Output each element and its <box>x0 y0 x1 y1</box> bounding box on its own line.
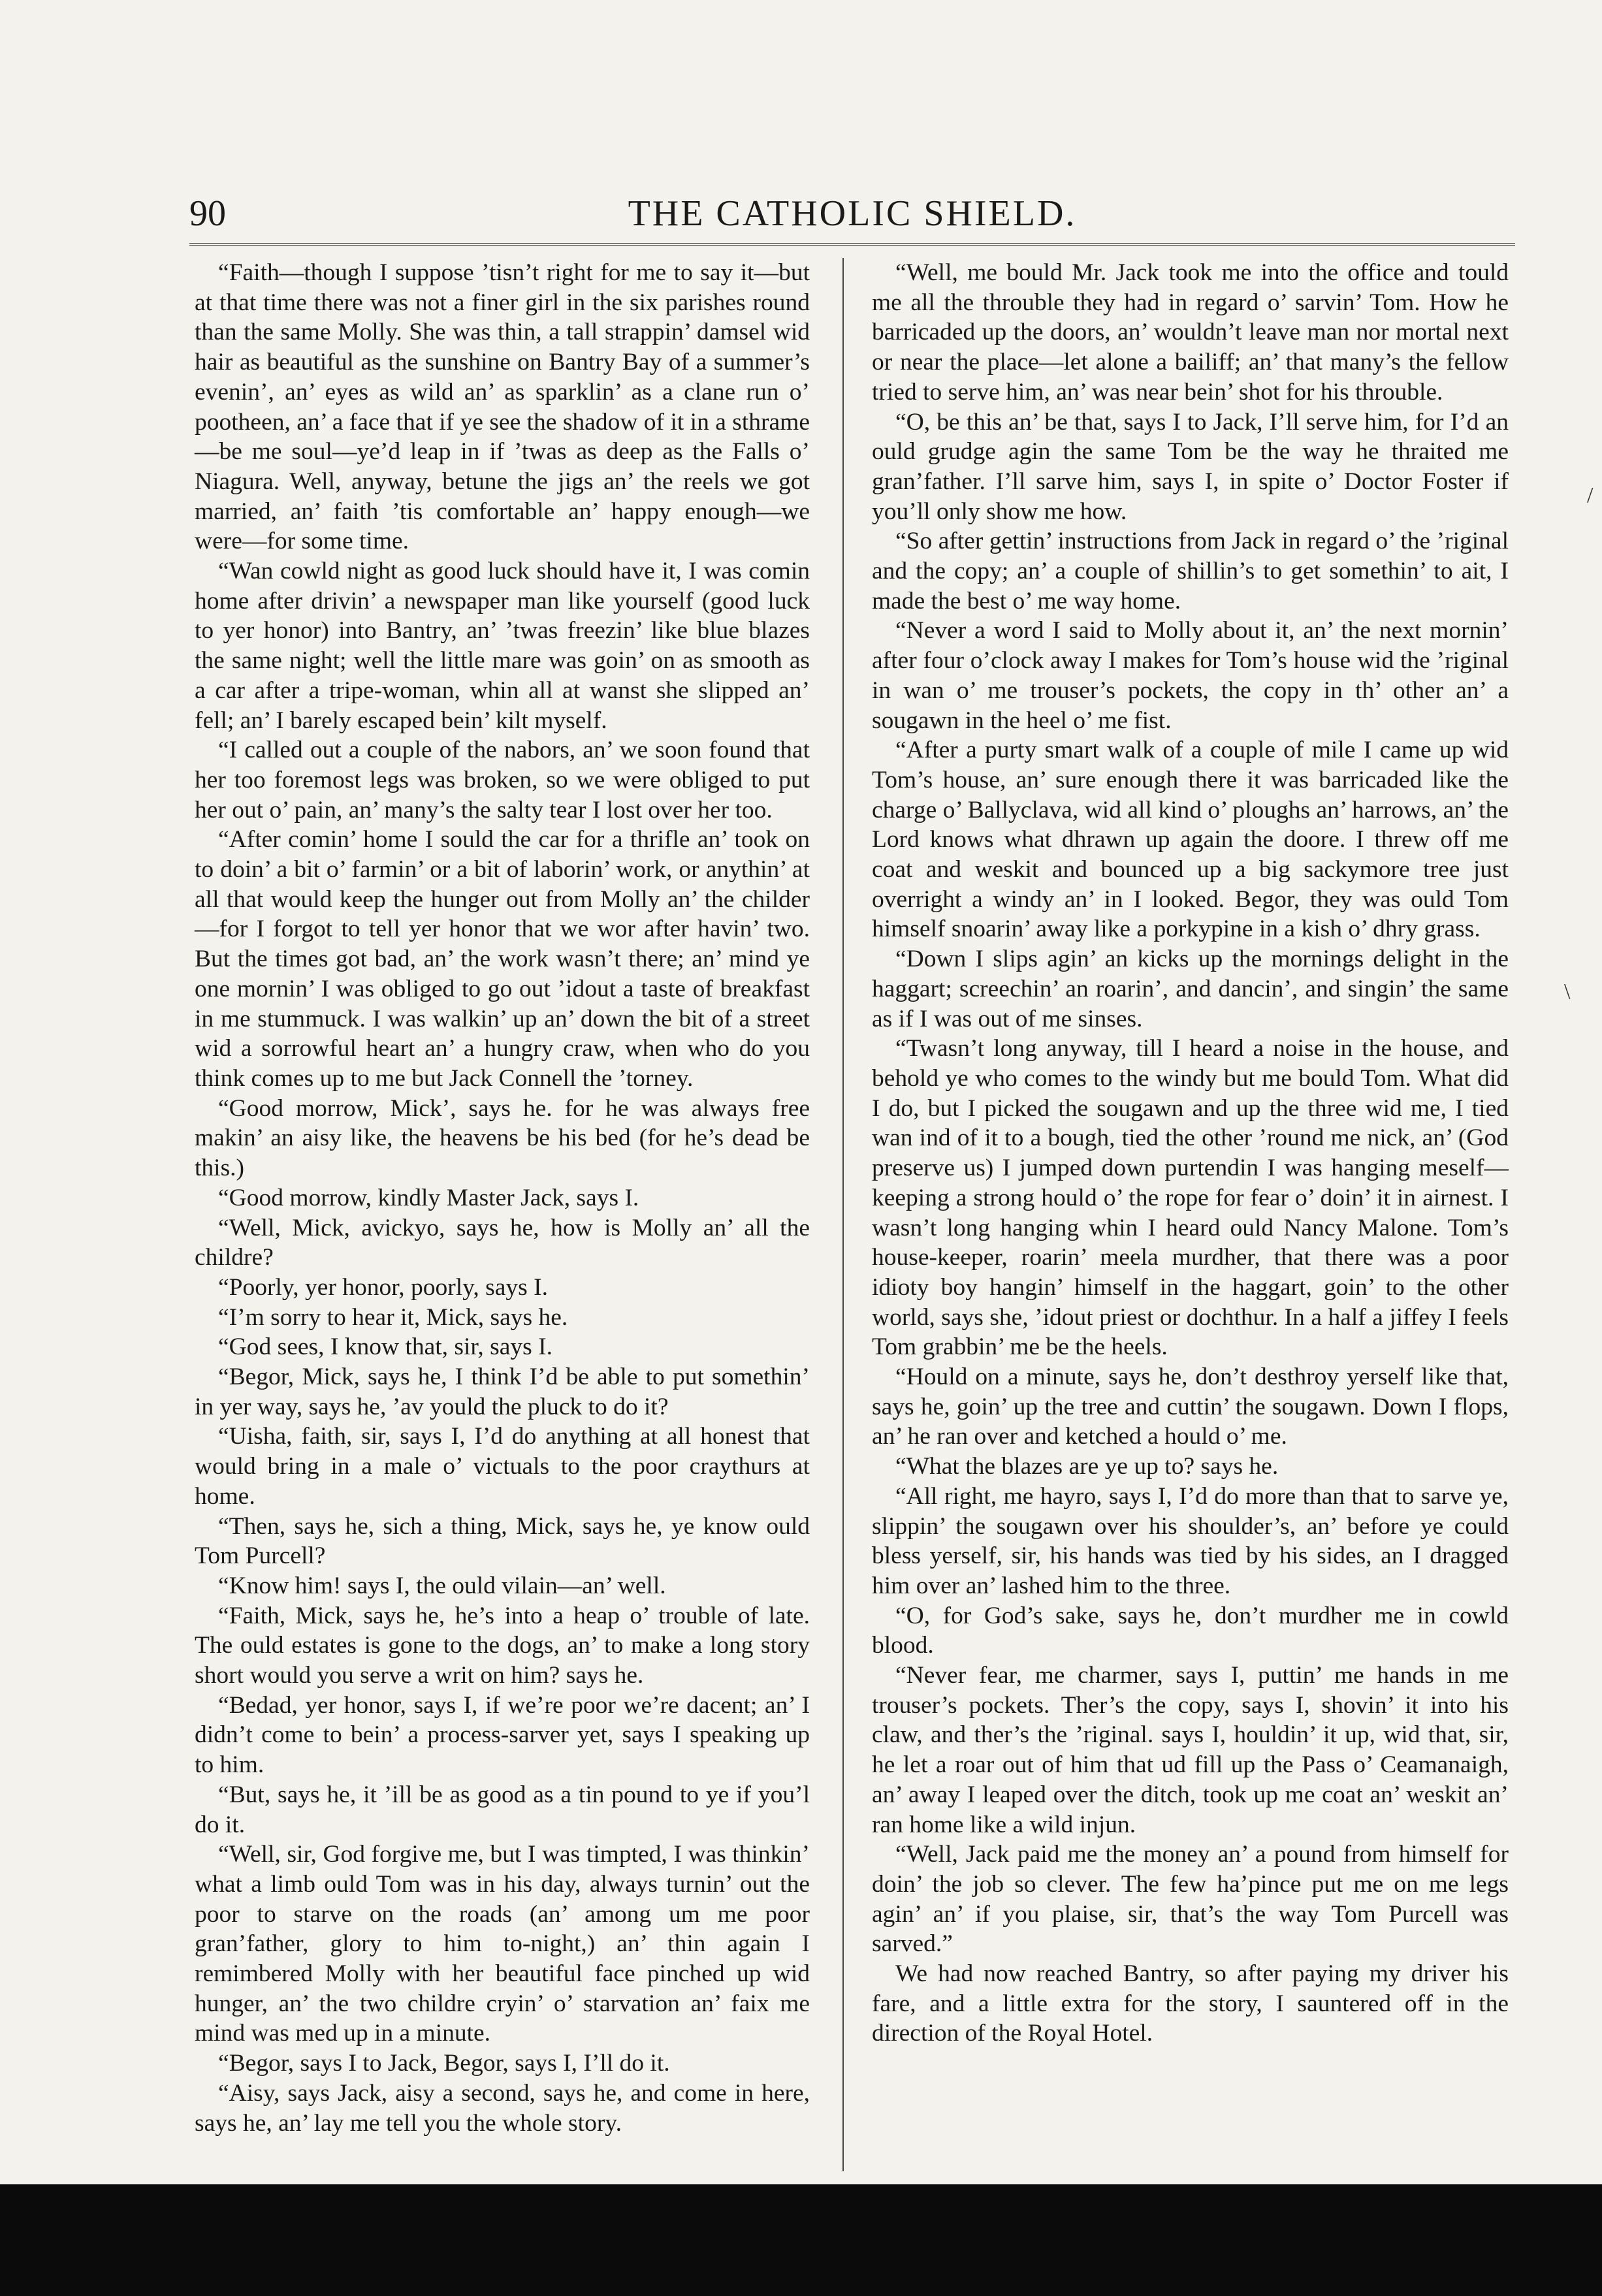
paragraph: “Down I slips agin’ an kicks up the mornings delight in the haggart; screechin’ an roarin’, and dancin’, and singin’ the same as if I was out of me sinses. <box>872 946 1509 1032</box>
paragraph: “Aisy, says Jack, aisy a second, says he, and come in here, says he, an’ lay me tell you the whole story. <box>195 2079 810 2137</box>
paragraph: “Uisha, faith, sir, says I, I’d do anything at all honest that would bring in a male o’ victuals to the poor craythurs at home. <box>195 1423 810 1510</box>
paragraph: “Hould on a minute, says he, don’t desthroy yerself like that, says he, goin’ up the tree and cuttin’ the sougawn. Down I flops, an’ he ran over and ketched a hould o’ me. <box>872 1363 1509 1450</box>
paragraph: “Well, Mick, avickyo, says he, how is Molly an’ all the childre? <box>195 1214 810 1271</box>
paragraph: “Poorly, yer honor, poorly, says I. <box>218 1273 549 1301</box>
paragraph: “Faith, Mick, says he, he’s into a heap o’ trouble of late. The ould estates is gone to the dogs, an’ to make a long story short would you serve a writ on him? says he. <box>195 1602 810 1689</box>
margin-mark: \ <box>1564 980 1571 1004</box>
paragraph: “I’m sorry to hear it, Mick, says he. <box>218 1303 568 1331</box>
right-column <box>872 258 1509 2049</box>
paragraph: “Bedad, yer honor, says I, if we’re poor we’re dacent; an’ I didn’t come to bein’ a process-sarver yet, says I speaking up to him. <box>195 1691 810 1779</box>
paragraph: “O, be this an’ be that, says I to Jack, I’ll serve him, for I’d an ould grudge agin the same Tom be the way he thraited me gran’father. I’ll sarve him, says I, in spite o’ Doctor Foster if you’ll only show me how. <box>872 408 1509 525</box>
column-divider <box>842 258 844 2171</box>
margin-mark: / <box>1587 483 1594 507</box>
paragraph: “Never a word I said to Molly about it, an’ the next mornin’ after four o’clock away I makes for Tom’s house wid the ’riginal in wan o’ me trouser’s pockets, the copy in th’ other an’ a sougawn in the heel o’ me fist. <box>872 617 1509 734</box>
paragraph: “Wan cowld night as good luck should have it, I was comin home after drivin’ a newspaper man like yourself (good luck to yer honor) into Bantry, an’ ’twas freezin’ like blue blazes the same night; well the little mare was goin’ on as smooth as a car after a tripe-woman, whin all at wanst she slipped an’ fell; an’ I barely escaped bein’ kilt myself. <box>195 558 810 734</box>
paragraph: “Good morrow, kindly Master Jack, says I. <box>218 1184 639 1211</box>
paragraph: “All right, me hayro, says I, I’d do more than that to sarve ye, slippin’ the sougawn over his shoulder’s, an’ before ye could bless yerself, sir, his hands was tied by his sides, an I dragged him over an’ lashed him to the three. <box>872 1482 1509 1599</box>
paragraph: “After a purty smart walk of a couple of mile I came up wid Tom’s house, an’ sure enough there it was barricaded like the charge o’ Ballyclava, wid all kind o’ ploughs an’ harrows, an’ the Lord knows what dhrawn up again the doore. I threw off me coat and weskit and bounced up a big sackymore tree just overright a windy an’ in I looked. Begor, they was ould Tom himself snoarin’ away like a porkypine in a kish o’ dhry grass. <box>872 737 1509 943</box>
paragraph: “Never fear, me charmer, says I, puttin’ me hands in me trouser’s pockets. Ther’s the copy, says I, shovin’ it into his claw, and ther’s the ’riginal. says I, houldin’ it up, wid that, sir, he let a roar out of him that ud fill up the Pass o’ Ceamanaigh, an’ away I leaped over the ditch, took up me coat an’ weskit an’ ran home like a wild injun. <box>872 1662 1509 1838</box>
paragraph: “Know him! says I, the ould vilain—an’ well. <box>218 1572 666 1599</box>
paragraph: “Well, me bould Mr. Jack took me into the office and tould me all the throuble they had in regard o’ sarvin’ Tom. How he barricaded up the doors, an’ wouldn’t leave man nor mortal next or near the place—let alone a bailiff; an’ that many’s the fellow tried to serve him, an’ was near bein’ shot for his throuble. <box>872 259 1509 406</box>
paragraph: “Well, sir, God forgive me, but I was timpted, I was thinkin’ what a limb ould Tom was in his day, always turnin’ out the poor to starve on the roads (an’ among um me poor gran’father, glory to him to-night,) an’ thin again I remimbered Molly with her beautiful face pinched up wid hunger, an’ the two childre cryin’ o’ starvation an’ faix me mind was med up in a minute. <box>195 1841 810 2047</box>
paragraph: “Begor, says I to Jack, Begor, says I, I’ll do it. <box>218 2050 670 2077</box>
paragraph: “Well, Jack paid me the money an’ a pound from himself for doin’ the job so clever. The few ha’pince put me on me legs agin’ an’ if you plaise, sir, that’s the way Tom Purcell was sarved.” <box>872 1841 1509 1958</box>
paragraph: “Twasn’t long anyway, till I heard a noise in the house, and behold ye who comes to the windy but me bould Tom. What did I do, but I picked the sougawn and up the three wid me, I tied wan ind of it to a bough, tied the other ’round me nick, an’ (God preserve us) I jumped down purtendin I was hanging meself—keeping a strong hould o’ the rope for fear o’ doin’ it in airnest. I wasn’t long hanging whin I heard ould Nancy Malone. Tom’s house-keeper, roarin’ meela murdher, that there was a poor idioty boy hangin’ himself in the haggart, goin’ to the other world, says she, ’idout priest or dochthur. In a half a jiffey I feels Tom grabbin’ me be the heels. <box>872 1035 1509 1361</box>
paragraph: “After comin’ home I sould the car for a thrifle an’ took on to doin’ a bit o’ farmin’ or a bit of laborin’ work, or anythin’ at all that would keep the hunger out from Molly an’ the childer—for I forgot to tell yer honor that we wor after havin’ two. But the times got bad, an’ the work wasn’t there; an’ mind ye one mornin’ I was obliged to go out ’idout a taste of breakfast in me stummuck. I was walkin’ up an’ down the bit of a street wid a sorrowful heart an’ a hungry craw, when who do you think comes up to me but Jack Connell the ’torney. <box>195 826 810 1092</box>
page-number: 90 <box>189 193 226 234</box>
paragraph: “So after gettin’ instructions from Jack in regard o’ the ’riginal and the copy; an’ a couple of shillin’s to get somethin’ to ait, I made the best o’ me way home. <box>872 528 1509 614</box>
running-head: THE CATHOLIC SHIELD. <box>628 193 1077 234</box>
paragraph: “Faith—though I suppose ’tisn’t right for me to say it—but at that time there was not a finer girl in the six parishes round than the same Molly. She was thin, a tall strappin’ damsel wid hair as beautiful as the sunshine on Bantry Bay of a summer’s evenin’, an’ eyes as wild an’ as sparklin’ as a clane run o’ pootheen, an’ a face that if ye see the shadow of it in a sthrame—be me soul—ye’d leap in if ’twas as deep as the Falls o’ Niagura. Well, anyway, betune the jigs an’ the reels we got married, an’ faith ’tis comfortable an’ happy enough—we were—for some time. <box>195 259 810 555</box>
paragraph: “Begor, Mick, says he, I think I’d be able to put somethin’ in yer way, says he, ’av yould the pluck to do it? <box>195 1363 810 1420</box>
left-column <box>195 258 810 2138</box>
scan-edge-band <box>0 2184 1602 2296</box>
paragraph: “O, for God’s sake, says he, don’t murdher me in cowld blood. <box>872 1602 1509 1659</box>
page-header <box>189 193 1515 245</box>
paragraph: “Good morrow, Mick’, says he. for he was always free makin’ an aisy like, the heavens be his bed (for he’s dead be this.) <box>195 1094 810 1182</box>
paragraph: We had now reached Bantry, so after paying my driver his fare, and a little extra for the story, I sauntered off in the direction of the Royal Hotel. <box>872 1960 1509 2047</box>
header-rule <box>189 243 1515 246</box>
paragraph: “I called out a couple of the nabors, an’ we soon found that her too foremost legs was broken, so we were obliged to put her out o’ pain, an’ many’s the salty tear I lost over her too. <box>195 737 810 823</box>
paragraph: “But, says he, it ’ill be as good as a tin pound to ye if you’l do it. <box>195 1781 810 1838</box>
paragraph: “What the blazes are ye up to? says he. <box>895 1453 1279 1480</box>
paragraph: “God sees, I know that, sir, says I. <box>218 1333 553 1361</box>
paragraph: “Then, says he, sich a thing, Mick, says he, ye know ould Tom Purcell? <box>195 1512 810 1570</box>
